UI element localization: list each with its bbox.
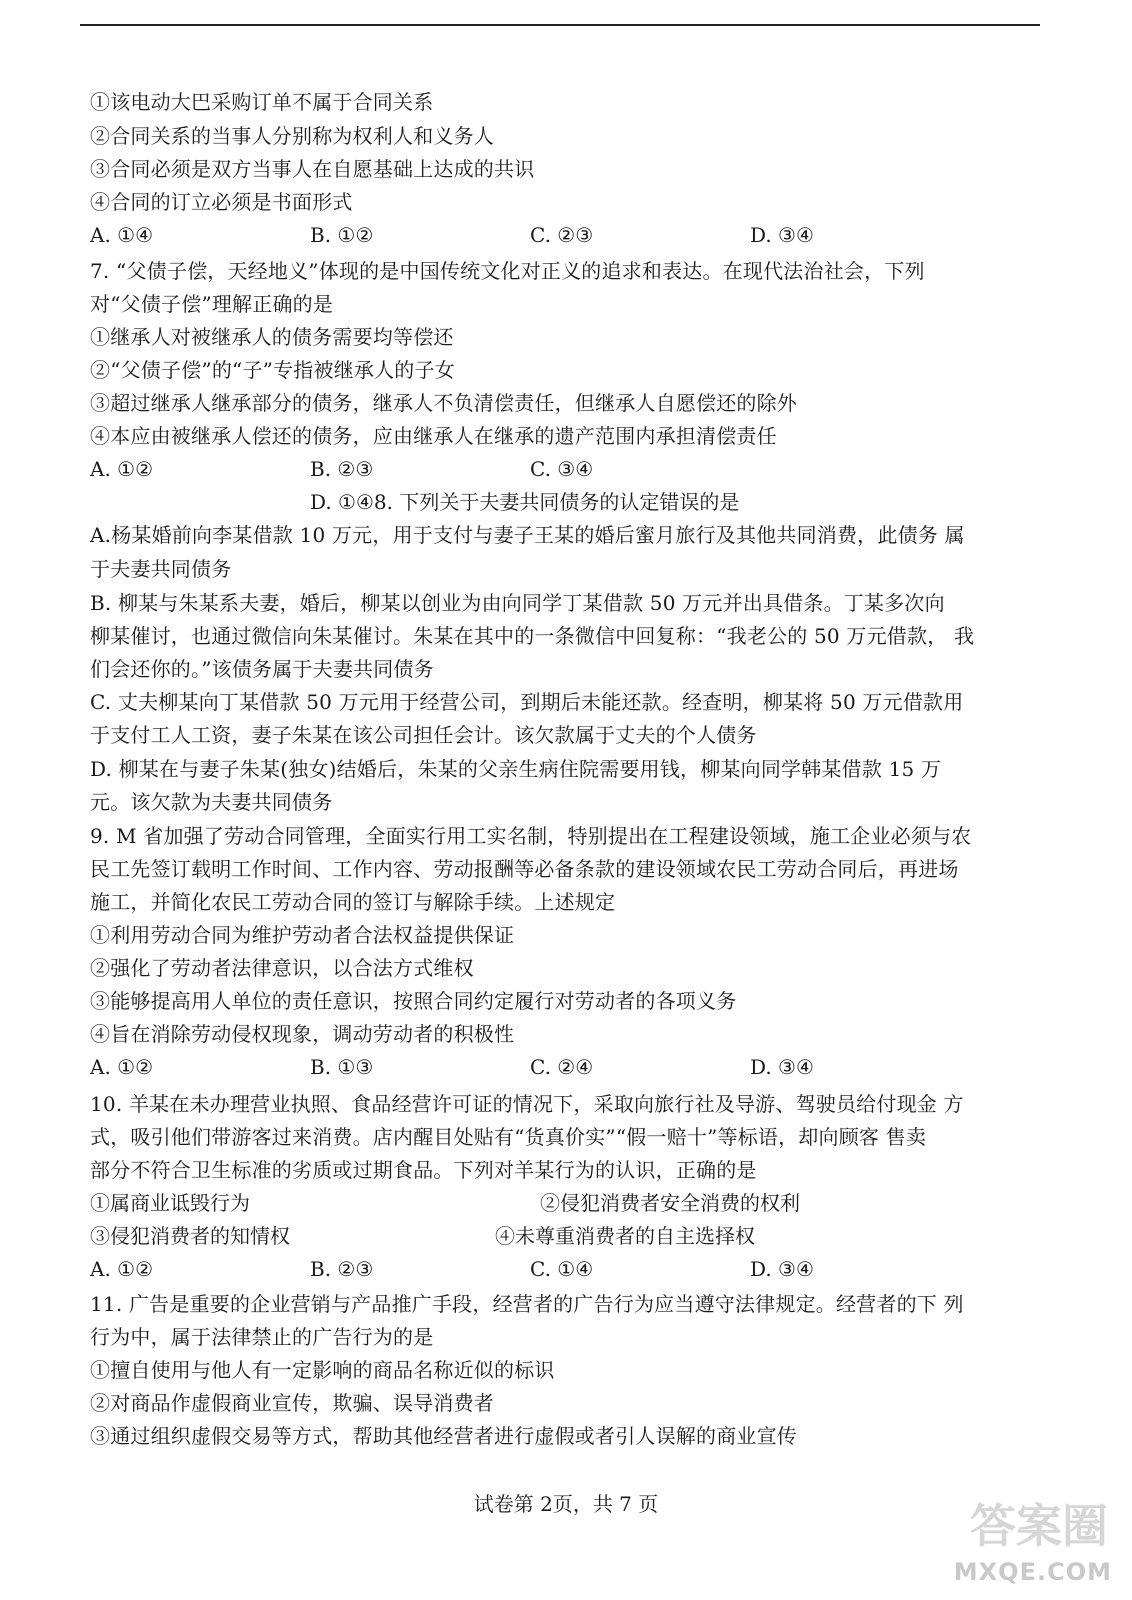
question-stem: 7. “父债子偿，天经地义”体现的是中国传统文化对正义的追求和表达。在现代法治社会，下列 [90,259,925,283]
statement-line: ④本应由被继承人偿还的债务，应由继承人在继承的遗产范围内承担清偿责任 [90,424,777,448]
answer-option: D. ③④ [750,1055,814,1079]
statement-line: ④合同的订立必须是书面形式 [90,190,353,214]
statement-line: ②侵犯消费者安全消费的权利 [540,1191,800,1215]
answer-option: C. ②④ [530,1055,594,1079]
statement-line: ①利用劳动合同为维护劳动者合法权益提供保证 [90,923,515,947]
answer-option: A. ①② [90,1055,154,1079]
question-stem: 部分不符合卫生标准的劣质或过期食品。下列对羊某行为的认识，正确的是 [90,1158,757,1182]
statement-line: ①属商业诋毁行为 [90,1191,250,1215]
statement-line: ②合同关系的当事人分别称为权利人和义务人 [90,124,494,148]
answer-option: A. ①② [90,1257,154,1281]
question-stem: 9. M 省加强了劳动合同管理，全面实行用工实名制，特别提出在工程建设领域，施工企业必须与农 [90,824,972,848]
answer-option: B. ①② [310,223,374,247]
answer-option: D. ③④ [750,223,814,247]
statement-line: ③合同必须是双方当事人在自愿基础上达成的共识 [90,157,535,181]
choice-line: 元。该欠款为夫妻共同债务 [90,790,333,814]
choice-line: 于支付工人工资，妻子朱某在该公司担任会计。该欠款属于丈夫的个人债务 [90,723,757,747]
statement-line: ②对商品作虚假商业宣传，欺骗、误导消费者 [90,1391,494,1415]
answer-option: C. ②③ [530,223,594,247]
choice-line: A.杨某婚前向李某借款 10 万元，用于支付与妻子王某的婚后蜜月旅行及其他共同消费，此债务 属 [90,523,965,547]
answer-option: D. ③④ [750,1257,814,1281]
watermark-text: 答案圈 [970,1499,1108,1553]
statement-line: ①继承人对被继承人的债务需要均等偿还 [90,325,454,349]
statement-line: ④未尊重消费者的自主选择权 [495,1224,755,1248]
choice-line: C. 丈夫柳某向丁某借款 50 万元用于经营公司，到期后未能还款。经查明，柳某将 50 万元借款用 [90,690,964,714]
question-stem: 10. 羊某在未办理营业执照、食品经营许可证的情况下，采取向旅行社及导游、驾驶员给付现金 方 [90,1092,964,1116]
statement-line: ③能够提高用人单位的责任意识，按照合同约定履行对劳动者的各项义务 [90,989,737,1013]
choice-line: D. 柳某在与妻子朱某(独女)结婚后，朱某的父亲生病住院需要用钱，柳某向同学韩某借款 15 万 [90,757,942,781]
statement-line: ③超过继承人继承部分的债务，继承人不负清偿责任，但继承人自愿偿还的除外 [90,391,797,415]
statement-line: ①该电动大巴采购订单不属于合同关系 [90,90,434,114]
answer-option: A. ①④ [90,223,154,247]
answer-option: B. ②③ [310,457,374,481]
choice-line: B. 柳某与朱某系夫妻，婚后，柳某以创业为由向同学丁某借款 50 万元并出具借条。丁某多次向 [90,591,945,615]
choice-line: 柳某催讨，也通过微信向朱某催讨。朱某在其中的一条微信中回复称：“我老公的 50 万元借款， 我 [90,624,975,648]
statement-line: ③通过组织虚假交易等方式，帮助其他经营者进行虚假或者引人误解的商业宣传 [90,1424,797,1448]
question-stem: 行为中，属于法律禁止的广告行为的是 [90,1325,434,1349]
statement-line: ①擅自使用与他人有一定影响的商品名称近似的标识 [90,1358,555,1382]
statement-line: ③侵犯消费者的知情权 [90,1224,290,1248]
answer-option: B. ①③ [310,1055,374,1079]
answer-option: B. ②③ [310,1257,374,1281]
page-footer: 试卷第 2页，共 7 页 [473,1492,659,1516]
answer-option: C. ①④ [530,1257,594,1281]
statement-line: ④旨在消除劳动侵权现象，调动劳动者的积极性 [90,1022,515,1046]
watermark-logo [948,1490,1118,1590]
question-stem: 式，吸引他们带游客过来消费。店内醒目处贴有“货真价实”“假一赔十”等标语，却向顾客 售卖 [90,1125,927,1149]
choice-line: 于夫妻共同债务 [90,557,232,581]
question-stem: 民工先签订载明工作时间、工作内容、劳动报酬等必备条款的建设领域农民工劳动合同后，再进场 [90,857,959,881]
choice-line: 们会还你的。”该债务属于夫妻共同债务 [90,657,434,681]
question-stem: 对“父债子偿”理解正确的是 [90,292,334,316]
answer-option: D. ①④8. 下列关于夫妻共同债务的认定错误的是 [310,490,740,514]
header-rule [80,24,1040,26]
watermark-url: MXQE.COM [953,1558,1112,1586]
answer-option: A. ①② [90,457,154,481]
answer-option: C. ③④ [530,457,594,481]
statement-line: ②“父债子偿”的“子”专指被继承人的子女 [90,358,455,382]
statement-line: ②强化了劳动者法律意识，以合法方式维权 [90,956,474,980]
question-stem: 施工，并简化农民工劳动合同的签订与解除手续。上述规定 [90,890,616,914]
question-stem: 11. 广告是重要的企业营销与产品推广手段，经营者的广告行为应当遵守法律规定。经营者的下 列 [90,1292,964,1316]
